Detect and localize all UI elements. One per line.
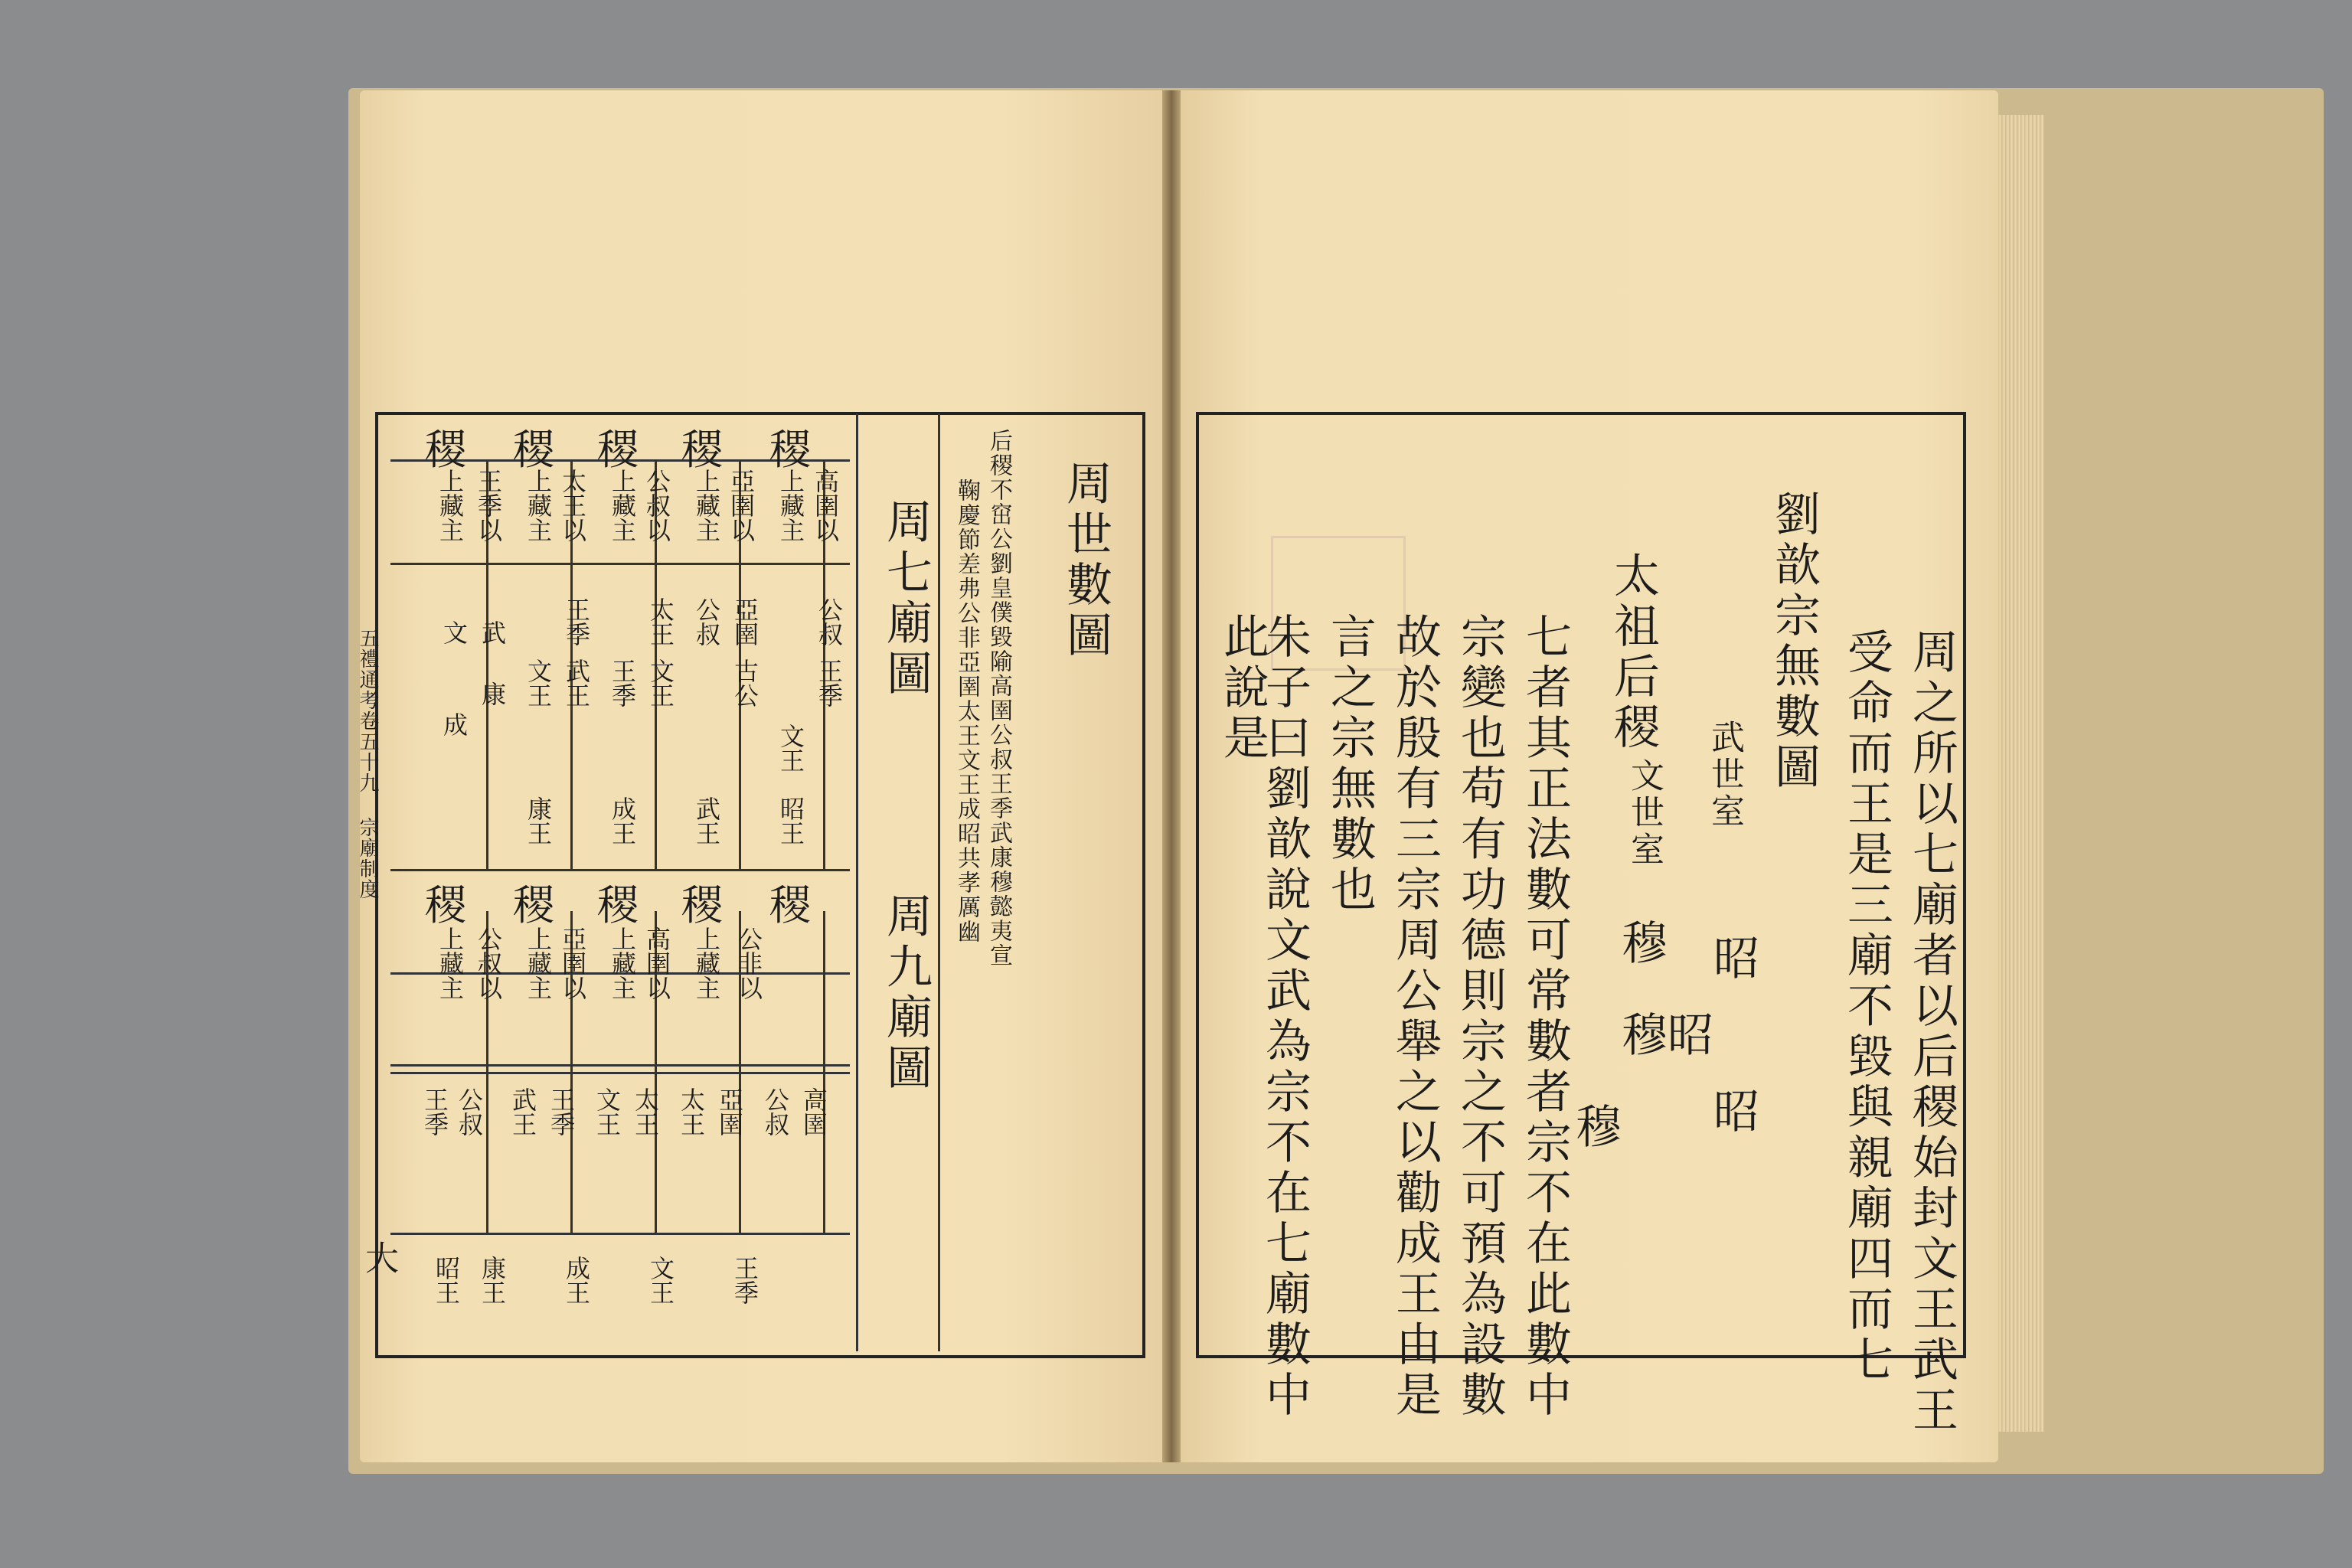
table-cell: 亞圉以 (727, 469, 756, 542)
table-cell: 昭王 (776, 796, 805, 845)
table-cell: 王季 (608, 658, 637, 707)
table-cell: 成王 (562, 1256, 591, 1305)
text-line-3: 故於殷有三宗周公舉之以勸成王由是 (1388, 612, 1442, 1421)
ji-glyph: 稷 (513, 426, 554, 474)
grid-line (390, 869, 850, 871)
grid-line (823, 911, 825, 1233)
table-cell: 古公 (730, 658, 760, 707)
table-cell: 上藏主 (776, 469, 805, 542)
margin-title: 五禮通考卷五十九 宗廟制度 (356, 628, 379, 900)
ji-glyph: 稷 (425, 426, 466, 474)
taizu-houji: 太祖后稷 (1606, 551, 1660, 753)
table-cell: 上藏主 (524, 469, 553, 542)
intro-line-1: 周之所以七廟者以后稷始封文王武王 (1905, 628, 1958, 1436)
table-cell: 公叔以 (642, 469, 671, 542)
zhao-3: 昭 (1660, 1011, 1713, 1061)
text-line-1: 七者其正法數可常數者宗不在此數中 (1518, 612, 1572, 1421)
table-cell: 王季 (815, 658, 844, 707)
table-cell: 太王 (646, 597, 675, 646)
table-cell: 武王 (508, 1087, 537, 1136)
ji-glyph: 稷 (425, 881, 466, 929)
table-cell: 上藏主 (436, 469, 465, 542)
table-cell: 高圉 (799, 1087, 828, 1136)
table-cell: 文王 (646, 658, 675, 707)
zhou-shishu-title: 周世數圖 (1059, 459, 1112, 662)
liuxin-title: 劉歆宗無數圖 (1767, 490, 1821, 793)
table-cell: 昭王 (432, 1256, 461, 1305)
ji-glyph: 稷 (769, 881, 811, 929)
table-cell: 王季以 (474, 469, 503, 542)
intro-line-2: 受命而王是三廟不毀與親廟四而七 (1840, 628, 1893, 1386)
table-cell: 公叔 (455, 1087, 484, 1136)
table-cell: 康王 (478, 1256, 507, 1305)
table-cell: 亞圉 (730, 597, 760, 646)
grid-line (390, 563, 850, 565)
table-cell: 王季 (562, 597, 591, 646)
table-cell: 王季 (730, 1256, 760, 1305)
table-cell: 文王 (776, 724, 805, 773)
grid-line (390, 1072, 850, 1074)
lineage-line-2: 鞠慶節差弗公非亞圉太王文王成昭共孝厲幽 (953, 479, 980, 944)
table-cell: 文王 (646, 1256, 675, 1305)
book-gutter (1162, 90, 1181, 1462)
ji-glyph: 稷 (513, 881, 554, 929)
nine-temple-title: 周九廟圖 (879, 892, 933, 1094)
table-cell: 太王 (677, 1087, 706, 1136)
text-line-6: 此說是 (1216, 612, 1269, 764)
table-cell: 亞圉以 (558, 926, 587, 1000)
ji-glyph: 稷 (597, 426, 639, 474)
table-cell: 公叔 (815, 597, 844, 646)
table-cell: 上藏主 (608, 926, 637, 1000)
table-cell: 上藏主 (608, 469, 637, 542)
ji-glyph: 稷 (681, 881, 723, 929)
table-cell: 上藏主 (524, 926, 553, 1000)
text-line-4: 言之宗無數也 (1323, 612, 1377, 916)
table-cell: 公叔 (761, 1087, 790, 1136)
ji-glyph: 稷 (769, 426, 811, 474)
grid-line (390, 1233, 850, 1235)
mu-2: 穆 (1614, 1011, 1668, 1061)
mu-1: 穆 (1614, 919, 1668, 969)
table-cell: 太王 (631, 1087, 660, 1136)
table-cell: 太王以 (558, 469, 587, 542)
grid-line (390, 1064, 850, 1067)
ji-glyph: 稷 (597, 881, 639, 929)
zhao-2: 昭 (1706, 1087, 1759, 1138)
table-cell: 公叔以 (474, 926, 503, 1000)
ji-glyph: 稷 (681, 426, 723, 474)
divider (856, 413, 858, 1351)
wen-shishi: 文世室 (1625, 758, 1664, 868)
table-cell: 上藏主 (436, 926, 465, 1000)
table-cell: 亞圉 (715, 1087, 744, 1136)
table-cell: 文王 (524, 658, 553, 707)
table-cell: 文王 (593, 1087, 622, 1136)
table-cell: 上藏主 (692, 926, 721, 1000)
table-cell: 王季 (420, 1087, 449, 1136)
table-cell: 高圉以 (642, 926, 671, 1000)
table-cell: 高圉以 (811, 469, 840, 542)
table-cell: 武王 (692, 796, 721, 845)
table-cell: 康王 (524, 796, 553, 845)
table-cell: 上藏主 (692, 469, 721, 542)
table-cell: 成 (439, 712, 469, 737)
table-cell: 公非以 (734, 926, 763, 1000)
lineage-line-1: 后稷不窋公劉皇僕毀隃高圉公叔王季武康穆懿夷宣 (985, 429, 1012, 968)
seven-temple-title: 周七廟圖 (879, 498, 933, 700)
page-edges (1998, 115, 2044, 1432)
table-cell: 康 (478, 681, 507, 706)
page-number: 大 (359, 1240, 398, 1277)
table-cell: 武 (478, 620, 507, 645)
table-cell: 公叔 (692, 597, 721, 646)
text-line-5: 朱子曰劉歆說文武為宗不在七廟數中 (1258, 612, 1312, 1421)
table-cell: 武王 (562, 658, 591, 707)
table-cell: 文 (439, 620, 469, 645)
left-frame (375, 412, 1145, 1358)
table-cell: 王季 (547, 1087, 576, 1136)
mu-3: 穆 (1568, 1102, 1622, 1153)
table-cell: 成王 (608, 796, 637, 845)
text-line-2: 宗變也苟有功德則宗之不可預為設數 (1453, 612, 1507, 1421)
zhao-1: 昭 (1706, 934, 1759, 985)
wu-shishi: 武世室 (1705, 720, 1744, 830)
